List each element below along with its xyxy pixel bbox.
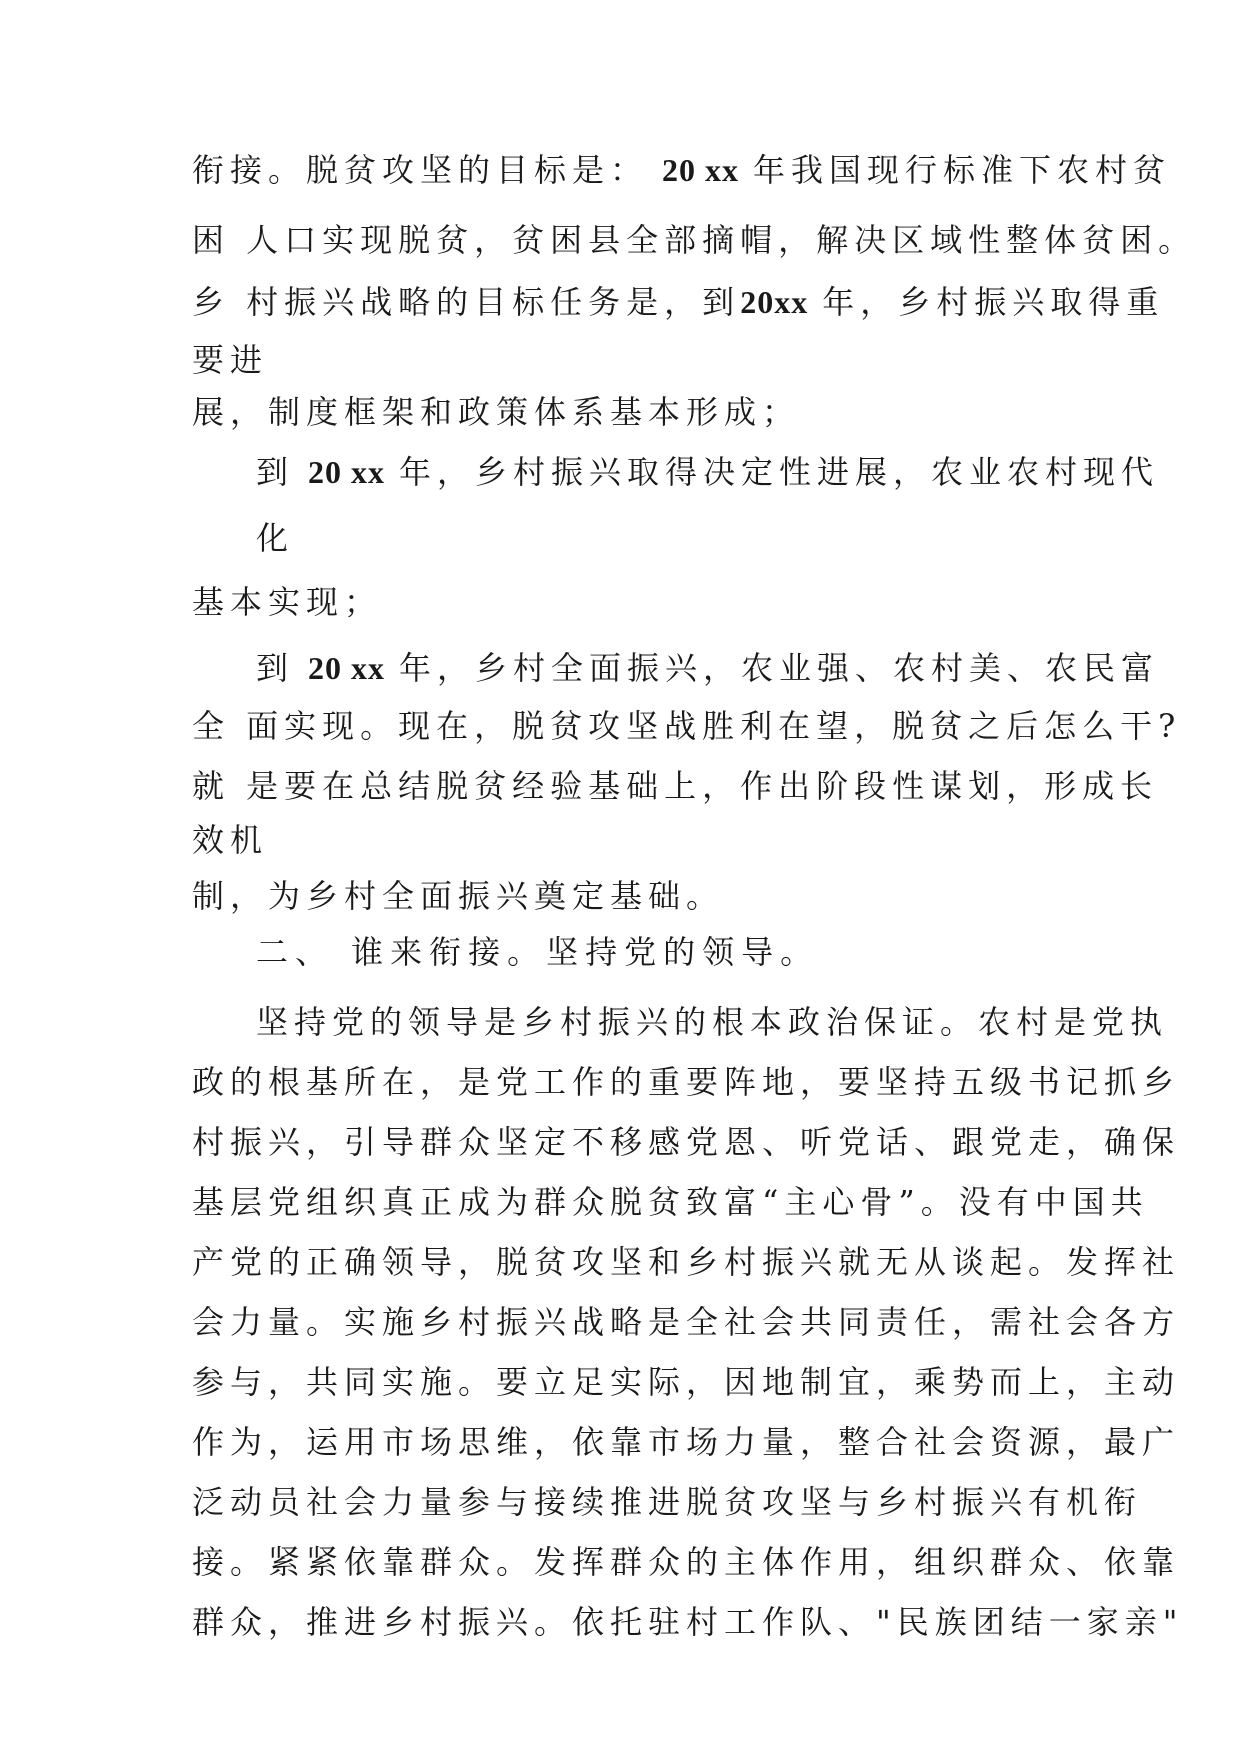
text-line: 乡 村振兴战略的目标任务是，到20xx 年，乡村振兴取得重 bbox=[192, 283, 1165, 321]
text-line: 泛动员社会力量参与接续推进脱贫攻坚与乡村振兴有机衔 bbox=[192, 1483, 1143, 1521]
text-line: 到 20 xx 年，乡村振兴取得决定性进展，农业农村现代 bbox=[256, 453, 1160, 491]
text-line: 坚持党的领导是乡村振兴的根本政治保证。农村是党执 bbox=[256, 1003, 1169, 1041]
text-line: 要进 bbox=[192, 341, 269, 379]
text-line: 会力量。实施乡村振兴战略是全社会共同责任，需社会各方 bbox=[192, 1303, 1181, 1341]
text-line: 群众，推进乡村振兴。依托驻村工作队、"民族团结一家亲" bbox=[192, 1603, 1184, 1641]
text-line: 展，制度框架和政策体系基本形成； bbox=[192, 393, 801, 431]
text-line: 效机 bbox=[192, 821, 269, 859]
text-line: 参与，共同实施。要立足实际，因地制宜，乘势而上，主动 bbox=[192, 1363, 1181, 1401]
text-line: 政的根基所在，是党工作的重要阵地，要坚持五级书记抓乡 bbox=[192, 1063, 1181, 1101]
text-line: 产党的正确领导，脱贫攻坚和乡村振兴就无从谈起。发挥社 bbox=[192, 1243, 1181, 1281]
text-line: 村振兴，引导群众坚定不移感党恩、听党话、跟党走，确保 bbox=[192, 1123, 1181, 1161]
text-line: 接。紧紧依靠群众。发挥群众的主体作用，组织群众、依靠 bbox=[192, 1543, 1181, 1581]
text-line: 全 面实现。现在，脱贫攻坚战胜利在望，脱贫之后怎么干? bbox=[192, 707, 1182, 745]
text-line: 制，为乡村全面振兴奠定基础。 bbox=[192, 877, 725, 915]
text-line: 基层党组织真正成为群众脱贫致富“主心骨”。没有中国共 bbox=[192, 1183, 1149, 1221]
text-line: 基本实现； bbox=[192, 583, 383, 621]
text-line: 困 人口实现脱贫，贫困县全部摘帽，解决区域性整体贫困。 bbox=[192, 221, 1197, 259]
section-heading: 二、 谁来衔接。坚持党的领导。 bbox=[256, 933, 820, 971]
text-line: 就 是要在总结脱贫经验基础上，作出阶段性谋划，形成长 bbox=[192, 767, 1159, 805]
text-line: 到 20 xx 年，乡村全面振兴，农业强、农村美、农民富 bbox=[256, 649, 1160, 687]
text-line: 化 bbox=[256, 519, 295, 557]
text-line: 作为，运用市场思维，依靠市场力量，整合社会资源，最广 bbox=[192, 1423, 1181, 1461]
text-line: 衔接。脱贫攻坚的目标是： 20 xx 年我国现行标准下农村贫 bbox=[192, 151, 1172, 189]
